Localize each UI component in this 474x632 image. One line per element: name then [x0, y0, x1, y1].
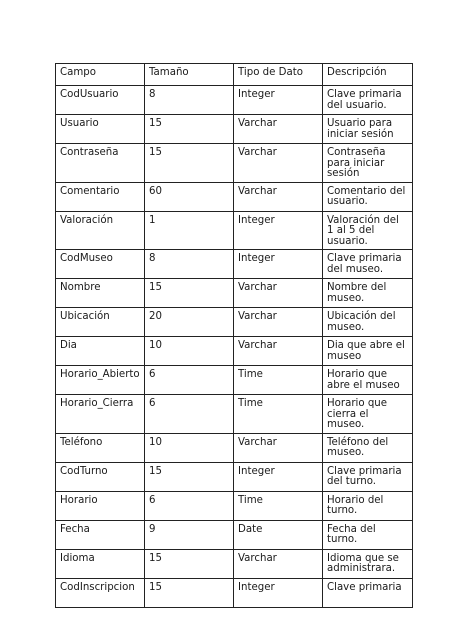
- cell-tamano: 15: [145, 144, 234, 183]
- cell-tamano: 15: [145, 279, 234, 308]
- cell-tipo: Varchar: [234, 144, 323, 183]
- cell-campo: Ubicación: [56, 308, 145, 337]
- cell-descripcion: Fecha del turno.: [323, 520, 413, 549]
- cell-descripcion: Ubicación del museo.: [323, 308, 413, 337]
- cell-tipo: Varchar: [234, 308, 323, 337]
- cell-descripcion: Nombre del museo.: [323, 279, 413, 308]
- cell-descripcion: Horario del turno.: [323, 491, 413, 520]
- cell-descripcion: Usuario para iniciar sesión: [323, 115, 413, 144]
- header-descripcion: Descripción: [323, 64, 413, 86]
- cell-tipo: Varchar: [234, 279, 323, 308]
- cell-tipo: Time: [234, 395, 323, 434]
- cell-descripcion: Horario que abre el museo: [323, 366, 413, 395]
- cell-tamano: 60: [145, 182, 234, 211]
- cell-descripcion: Contraseña para iniciar sesión: [323, 144, 413, 183]
- table-body: [56, 86, 413, 608]
- table-row: [56, 395, 413, 434]
- cell-tipo: Integer: [234, 211, 323, 250]
- cell-campo: Comentario: [56, 182, 145, 211]
- cell-descripcion: Clave primaria: [323, 578, 413, 607]
- cell-tamano: 10: [145, 433, 234, 462]
- table-row: [56, 211, 413, 250]
- cell-descripcion: Dia que abre el museo: [323, 337, 413, 366]
- cell-tamano: 9: [145, 520, 234, 549]
- table-row: [56, 86, 413, 115]
- cell-tamano: 6: [145, 395, 234, 434]
- cell-tamano: 6: [145, 366, 234, 395]
- cell-campo: Teléfono: [56, 433, 145, 462]
- table-row: [56, 549, 413, 578]
- table-row: [56, 115, 413, 144]
- cell-descripcion: Clave primaria del turno.: [323, 462, 413, 491]
- header-campo: Campo: [56, 64, 145, 86]
- cell-tamano: 15: [145, 549, 234, 578]
- header-tamano: Tamaño: [145, 64, 234, 86]
- table-header-row: [56, 64, 413, 86]
- cell-tipo: Varchar: [234, 549, 323, 578]
- cell-tamano: 15: [145, 115, 234, 144]
- header-tipo-de-dato: Tipo de Dato: [234, 64, 323, 86]
- table-row: [56, 182, 413, 211]
- cell-tamano: 15: [145, 462, 234, 491]
- cell-tipo: Varchar: [234, 182, 323, 211]
- table-row: [56, 279, 413, 308]
- cell-descripcion: Comentario del usuario.: [323, 182, 413, 211]
- table-row: [56, 520, 413, 549]
- table-row: [56, 366, 413, 395]
- cell-tamano: 8: [145, 250, 234, 279]
- cell-descripcion: Clave primaria del usuario.: [323, 86, 413, 115]
- cell-campo: CodTurno: [56, 462, 145, 491]
- table-row: [56, 462, 413, 491]
- cell-campo: Dia: [56, 337, 145, 366]
- cell-tipo: Integer: [234, 462, 323, 491]
- data-dictionary-table: [55, 63, 413, 608]
- cell-campo: CodUsuario: [56, 86, 145, 115]
- cell-campo: Usuario: [56, 115, 145, 144]
- table-row: [56, 308, 413, 337]
- cell-tamano: 8: [145, 86, 234, 115]
- cell-descripcion: Clave primaria del museo.: [323, 250, 413, 279]
- cell-campo: Contraseña: [56, 144, 145, 183]
- cell-campo: Horario_Abierto: [56, 366, 145, 395]
- cell-campo: Horario_Cierra: [56, 395, 145, 434]
- cell-tipo: Time: [234, 491, 323, 520]
- cell-tipo: Date: [234, 520, 323, 549]
- cell-descripcion: Horario que cierra el museo.: [323, 395, 413, 434]
- table-row: [56, 433, 413, 462]
- table-row: [56, 578, 413, 607]
- cell-campo: CodMuseo: [56, 250, 145, 279]
- table-row: [56, 250, 413, 279]
- cell-tipo: Varchar: [234, 433, 323, 462]
- cell-descripcion: Idioma que se administrara.: [323, 549, 413, 578]
- cell-tipo: Time: [234, 366, 323, 395]
- cell-campo: Horario: [56, 491, 145, 520]
- table-row: [56, 337, 413, 366]
- cell-tipo: Integer: [234, 250, 323, 279]
- cell-tamano: 10: [145, 337, 234, 366]
- cell-descripcion: Teléfono del museo.: [323, 433, 413, 462]
- cell-campo: Fecha: [56, 520, 145, 549]
- cell-tamano: 6: [145, 491, 234, 520]
- cell-descripcion: Valoración del 1 al 5 del usuario.: [323, 211, 413, 250]
- table-row: [56, 144, 413, 183]
- cell-tamano: 15: [145, 578, 234, 607]
- cell-campo: Nombre: [56, 279, 145, 308]
- cell-tamano: 1: [145, 211, 234, 250]
- cell-campo: Idioma: [56, 549, 145, 578]
- cell-tamano: 20: [145, 308, 234, 337]
- table-row: [56, 491, 413, 520]
- cell-tipo: Varchar: [234, 115, 323, 144]
- cell-tipo: Integer: [234, 86, 323, 115]
- cell-tipo: Varchar: [234, 337, 323, 366]
- cell-campo: CodInscripcion: [56, 578, 145, 607]
- cell-campo: Valoración: [56, 211, 145, 250]
- cell-tipo: Integer: [234, 578, 323, 607]
